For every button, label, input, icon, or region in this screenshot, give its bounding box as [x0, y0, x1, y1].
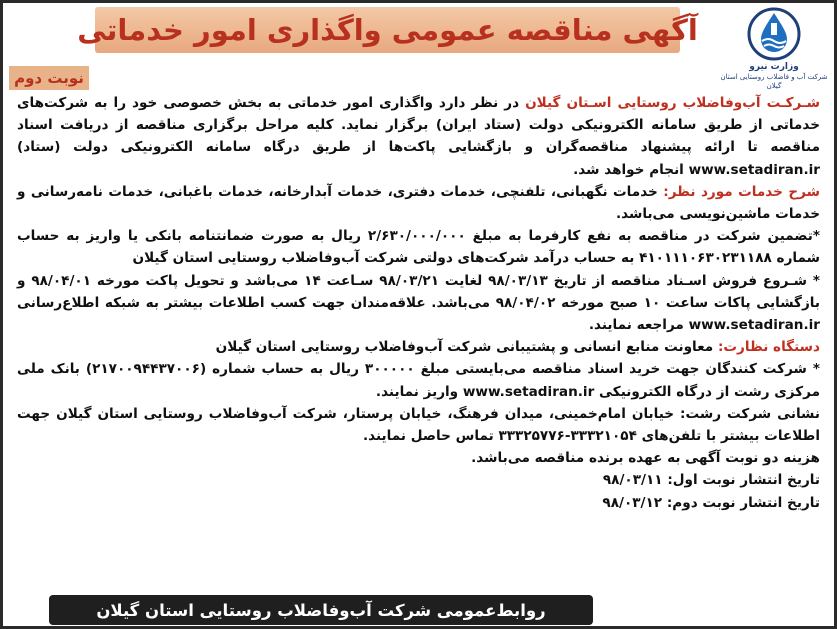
cost-paragraph: هزینه دو نوبت آگهی به عهده برنده مناقصه می‌باشد.	[471, 450, 820, 467]
supervisor-text: معاونت منابع انسانی و پشتیبانی شرکت آب‌وفاضلاب روستایی استان گیلان	[215, 339, 718, 356]
intro-text: در نظر دارد واگذاری امور خدماتی به بخش خصوصی خود را به شرکت‌های خدماتی از طریق سامانه الکترونیکی دولت (ستاد ایران) برگزار نماید. کلیه مراحل برگزاری مناقصه از دریافت اسناد مناقصه تا ارائه پیشنهاد مناقصه‌گران و بازگشایی پاکت‌ها از طریق درگاه سامانه الکترونیکی دولت (ستاد)	[17, 95, 820, 156]
sale-text: * شـروع فروش اسـناد مناقصه از تاریخ ۹۸/۰۳/۱۳ لغایت ۹۸/۰۳/۲۱ سـاعت ۱۴ می‌باشد و تحویل پاکت مورخه ۹۸/۰۴/۰۱ و بازگشایی پاکات ساعت ۱۰ صبح مورخه ۹۸/۰۴/۰۲ می‌باشد. علاقه‌مندان جهت کسب اطلاعات بیشتر به شبکه اطلاع‌رسانی	[17, 272, 821, 311]
footer-text: روابط‌عمومی شرکت آب‌وفاضلاب روستایی استان گیلان	[96, 600, 546, 620]
logo-caption-ministry: وزارت نیرو	[749, 62, 799, 72]
first-publication-date: تاریخ انتشار نوبت اول: ۹۸/۰۳/۱۱	[602, 472, 820, 489]
company-name: شـرکـت آب‌وفاضلاب روستایی اسـتان گیلان	[525, 95, 820, 111]
logo	[720, 5, 828, 89]
intro-end-text: انجام خواهد شد.	[573, 161, 689, 178]
title-banner	[77, 7, 698, 53]
fee-end-text: واریز نمایند.	[375, 383, 463, 400]
page-title: آگهی مناقصه عمومی واگذاری امور خدماتی	[77, 13, 698, 47]
services-paragraph	[17, 181, 820, 225]
guarantee-paragraph: *تضمین شرکت در مناقصه به نفع کارفرما به مبلغ ۲/۶۳۰/۰۰۰/۰۰۰ ریال به صورت ضمانتنامه بانکی یا واریز به حساب شماره ۴۱۰۱۱۱۰۶۳۰۲۳۱۱۸۸ به حساب درآمد شرکت‌های دولتی شرکت آب‌وفاضلاب روستایی استان گیلان	[17, 228, 821, 267]
second-publication-date: تاریخ انتشار نوبت دوم: ۹۸/۰۳/۱۲	[602, 494, 820, 511]
fee-text: * شرکت کنندگان جهت خرید اسناد مناقصه می‌بایستی مبلغ ۳۰۰۰۰۰ ریال به حساب شماره (۲۱۷۰۰۹۴۴۳۷۰۰۶) بانک ملی مرکزی رشت از درگاه الکترونیکی	[17, 361, 820, 400]
fee-website-link[interactable]: www.setadiran.ir	[462, 383, 595, 400]
logo-caption-company: شرکت آب و فاضلاب روستایی استان گیلان	[720, 73, 828, 90]
supervisor-paragraph	[17, 336, 820, 358]
sale-paragraph	[17, 270, 820, 337]
round-badge: نوبت دوم	[9, 66, 89, 90]
fee-paragraph	[17, 358, 820, 402]
footer-band	[49, 595, 593, 625]
water-drop-logo-icon	[745, 5, 803, 61]
services-label: شرح خدمات مورد نظر:	[663, 183, 820, 200]
intro-website-link[interactable]: www.setadiran.ir	[688, 161, 820, 178]
sale-end-text: مراجعه نمایند.	[588, 317, 689, 334]
advertisement-body	[17, 92, 820, 514]
sale-website-link[interactable]: www.setadiran.ir	[688, 317, 820, 334]
services-text: خدمات نگهبانی، تلفنچی، خدمات دفتری، خدمات آبدارخانه، خدمات باغبانی، خدمات نامه‌رسانی و خدمات ماشین‌نویسی می‌باشد.	[17, 183, 820, 223]
address-paragraph: نشانی شرکت رشت: خیابان امام‌خمینی، میدان فرهنگ، خیابان پرستار، شرکت آب‌وفاضلاب روستایی استان گیلان جهت اطلاعات بیشتر با تلفن‌های ۳۳۳۲۱۰۵۴-۳۳۳۲۵۷۷۶ تماس حاصل نمایند.	[17, 405, 820, 445]
intro-paragraph	[17, 92, 820, 181]
supervisor-label: دستگاه نظارت:	[717, 339, 820, 356]
